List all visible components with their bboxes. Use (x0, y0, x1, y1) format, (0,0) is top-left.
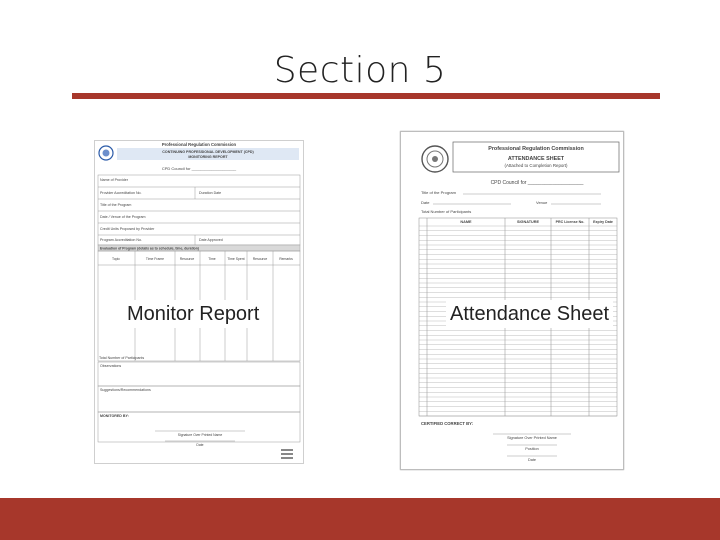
col-license: PRC License No. (555, 220, 585, 224)
header-org: Professional Regulation Commission (488, 146, 584, 152)
date-label: Date (527, 458, 537, 462)
header-sub: (Attached to Completion Report) (504, 163, 568, 168)
signature-label: Signature Over Printed Name (177, 433, 223, 437)
footer-marks (281, 449, 293, 459)
observations-label: Observations (100, 364, 122, 368)
date-label: Date (196, 443, 204, 447)
attendance-sheet-label: Attendance Sheet (446, 300, 613, 328)
prc-seal-center (432, 156, 438, 162)
col-remarks: Remarks (279, 257, 293, 261)
field-date: Date (421, 200, 430, 205)
position-label: Position (525, 447, 539, 451)
header-title: ATTENDANCE SHEET (507, 156, 565, 162)
field-provider: Name of Provider (100, 178, 128, 182)
field-date-approved: Date Approved (199, 238, 223, 242)
footer-band (0, 498, 720, 540)
field-accreditation: Provider Accreditation No. (100, 191, 142, 195)
monitor-report-label: Monitor Report (123, 300, 263, 328)
header-org: Professional Regulation Commission (161, 142, 237, 147)
col-time: Time (208, 257, 216, 261)
field-date-venue: Date / Venue of the Program (100, 215, 146, 219)
monitored-label: MONITORED BY: (100, 414, 129, 418)
council-line: CPD Council for ____________________ (161, 166, 237, 171)
col-resource: Resource (179, 257, 195, 261)
field-total-participants: Total Number of Participants (421, 209, 472, 214)
col-name: NAME (460, 220, 472, 224)
col-topic: Topic (112, 257, 120, 261)
participants-label: Total Number of Participants (99, 356, 145, 360)
signature-label: Signature Over Printed Name (507, 436, 557, 440)
slide-title: Section 5 (273, 50, 447, 91)
field-venue: Venue (536, 200, 548, 205)
header-title-1: CONTINUING PROFESSIONAL DEVELOPMENT (CPD) (162, 150, 254, 154)
field-program-title: Title of the Program (100, 203, 132, 207)
col-time-frame: Time Frame (145, 257, 165, 261)
field-program-accreditation: Program Accreditation No. (100, 238, 142, 242)
suggestions-label: Suggestions/Recommendations (100, 388, 151, 392)
field-program-title: Title of the Program (421, 190, 456, 195)
council-line: CPD Council for ____________________ (490, 180, 584, 186)
header-title-2: MONITORING REPORT (188, 155, 228, 159)
title-divider (72, 93, 660, 99)
col-expiry: Expiry Date (593, 220, 613, 224)
prc-seal-inner (103, 150, 110, 157)
certified-label: CERTIFIED CORRECT BY: (421, 421, 474, 426)
col-signature: SIGNATURE (516, 220, 540, 224)
col-resource-2: Resource (252, 257, 268, 261)
col-time-spent: Time Spent (227, 257, 245, 261)
field-credit-units: Credit Units Proposed by Provider (100, 227, 155, 231)
eval-label: Evaluation of Program (details as to schedule, time, duration) (100, 246, 199, 251)
field-duration: Duration Date (199, 191, 222, 195)
